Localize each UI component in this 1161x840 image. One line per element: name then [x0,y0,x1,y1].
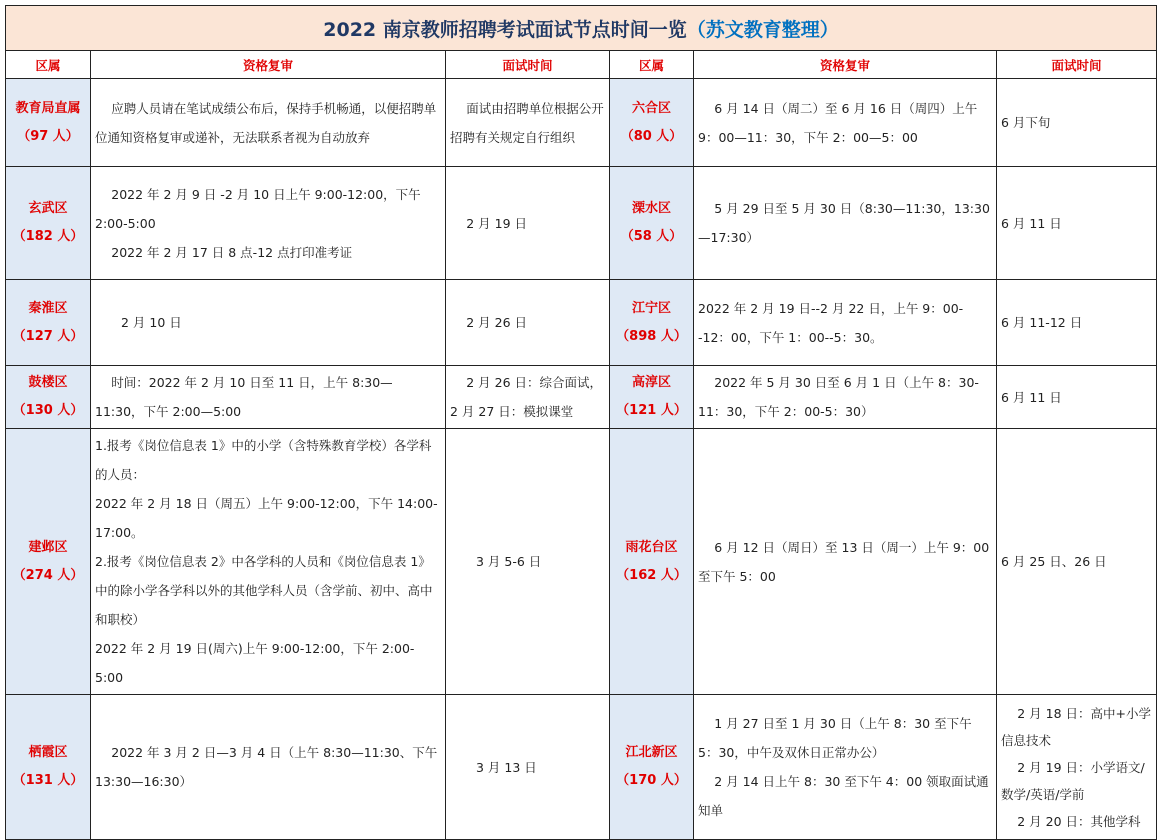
interview-cell [446,280,610,366]
district-count: （97 人） [17,128,79,144]
interview-line: 2 月 20 日：其他学科 [1017,813,1141,829]
review-cell [694,167,997,280]
header-row [6,51,1157,79]
review-line: 5 月 29 日至 5 月 30 日（8:30—11:30，13:30—17:30） [698,201,990,245]
interview-text: 6 月 11-12 日 [1001,315,1083,330]
interview-cell [997,695,1157,840]
review-line: 6 月 14 日（周二）至 6 月 16 日（周四）上午 9：00—11：30，下午 2：00—5：00 [698,100,978,145]
table-row [6,695,1157,840]
review-line: 2022 年 3 月 2 日—3 月 4 日（上午 8:30—11:30、下午 13:30—16:30） [95,745,438,789]
review-cell [91,695,446,840]
district-count: （121 人） [616,403,687,418]
district-cell [6,280,91,366]
district-name: 建邺区 [28,539,68,555]
interview-text: 面试由招聘单位根据公开招聘有关规定自行组织 [450,100,604,145]
interview-cell [446,695,610,840]
interview-text: 6 月 25 日、26 日 [1001,554,1107,569]
interview-cell [997,366,1157,429]
interview-cell [997,280,1157,366]
review-line: 时间：2022 年 2 月 10 日至 11 日，上午 8:30—11:30，下午 2:00—5:00 [95,375,393,419]
header-district-right: 区属 [610,51,694,79]
district-name: 高淳区 [631,375,671,390]
interview-cell [446,79,610,167]
district-name: 秦淮区 [28,300,68,316]
interview-line: 2 月 19 日：小学语文/数学/英语/学前 [1001,759,1145,802]
interview-cell [997,429,1157,695]
district-count: （170 人） [616,773,687,788]
page-title [6,6,1157,51]
district-name: 教育局直属 [15,100,81,116]
review-line: 2.报考《岗位信息表 2》中各学科的人员和《岗位信息表 1》中的除小学各学科以外的其他学科人员（含学前、初中、高中和职校） [95,554,433,627]
interview-cell [446,167,610,280]
review-cell [694,366,997,429]
interview-text: 3 月 5-6 日 [476,554,542,569]
title-source: （苏文教育整理） [686,18,839,41]
title-main: 2022 南京教师招聘考试面试节点时间一览 [323,18,687,41]
interview-cell [997,167,1157,280]
header-district-left: 区属 [6,51,91,79]
review-line: 2022 年 2 月 17 日 8 点-12 点打印准考证 [111,244,353,260]
district-name: 玄武区 [28,201,68,216]
review-line: 2022 年 2 月 9 日 -2 月 10 日上午 9:00-12:00，下午 2:00-5:00 [95,186,421,231]
schedule-sheet [5,5,1156,829]
district-cell [6,695,91,840]
district-count: （131 人） [12,773,84,788]
district-cell [610,79,694,167]
review-cell [694,79,997,167]
table-row [6,366,1157,429]
district-count: （58 人） [620,229,683,244]
interview-text: 2 月 26 日 [466,315,528,330]
interview-text: 6 月下旬 [1001,115,1051,130]
review-line: 1 月 27 日至 1 月 30 日（上午 8：30 至下午 5：30，中午及双休日正常办公） [698,716,972,760]
interview-line: 2 月 18 日：高中+小学信息技术 [1001,705,1152,748]
header-interview-right: 面试时间 [997,51,1157,79]
district-count: （127 人） [12,328,84,344]
district-cell [610,429,694,695]
review-line: 2 月 10 日 [121,315,182,330]
district-cell [6,79,91,167]
review-cell [91,366,446,429]
district-name: 溧水区 [631,201,671,216]
district-name: 六合区 [631,100,671,116]
district-count: （182 人） [12,229,84,244]
interview-text: 3 月 13 日 [476,759,537,775]
district-name: 江北新区 [625,745,678,760]
district-cell [610,695,694,840]
interview-cell [446,366,610,429]
review-line: 2 月 14 日上午 8：30 至下午 4：00 领取面试通知单 [698,774,989,818]
review-line: 6 月 12 日（周日）至 13 日（周一）上午 9：00 至下午 5：00 [698,539,990,584]
review-line: 2022 年 5 月 30 日至 6 月 1 日（上午 8：30-11：30，下午 2：00-5：30） [698,375,979,419]
table-row [6,79,1157,167]
table-row [6,429,1157,695]
interview-text: 2 月 19 日 [466,215,528,231]
district-count: （274 人） [12,567,84,583]
district-name: 雨花台区 [625,539,678,555]
district-cell [610,366,694,429]
review-cell [694,280,997,366]
district-cell [610,167,694,280]
district-name: 栖霞区 [28,745,68,760]
interview-cell [997,79,1157,167]
district-count: （130 人） [12,403,84,418]
review-cell [91,280,446,366]
review-cell [694,695,997,840]
review-cell [91,167,446,280]
review-line: 1.报考《岗位信息表 1》中的小学（含特殊教育学校）各学科的人员： [95,438,432,482]
review-line: 2022 年 2 月 18 日（周五）上午 9:00-12:00，下午 14:00-17:00。 [95,496,438,540]
review-cell [91,79,446,167]
interview-text: 6 月 11 日 [1001,389,1062,405]
interview-text: 6 月 11 日 [1001,215,1062,231]
table-row [6,280,1157,366]
district-count: （80 人） [620,128,683,144]
review-cell [91,429,446,695]
district-cell [6,366,91,429]
district-cell [6,429,91,695]
district-name: 江宁区 [631,300,671,316]
header-interview-left: 面试时间 [446,51,610,79]
interview-text: 2 月 26 日：综合面试，2 月 27 日：模拟课堂 [450,375,603,419]
schedule-table [5,5,1157,840]
table-row [6,167,1157,280]
review-line: 2022 年 2 月 19 日--2 月 22 日，上午 9：00--12：00，下午 1：00--5：30。 [698,300,964,345]
district-cell [6,167,91,280]
district-cell [610,280,694,366]
district-count: （162 人） [616,567,687,583]
review-line: 应聘人员请在笔试成绩公布后，保持手机畅通，以便招聘单位通知资格复审或递补，无法联系者视为自动放弃 [95,100,437,145]
review-cell [694,429,997,695]
header-review-right: 资格复审 [694,51,997,79]
interview-cell [446,429,610,695]
district-count: （898 人） [616,328,687,344]
header-review-left: 资格复审 [91,51,446,79]
review-line: 2022 年 2 月 19 日(周六)上午 9:00-12:00，下午 2:00-5:00 [95,641,415,685]
district-name: 鼓楼区 [28,375,68,390]
